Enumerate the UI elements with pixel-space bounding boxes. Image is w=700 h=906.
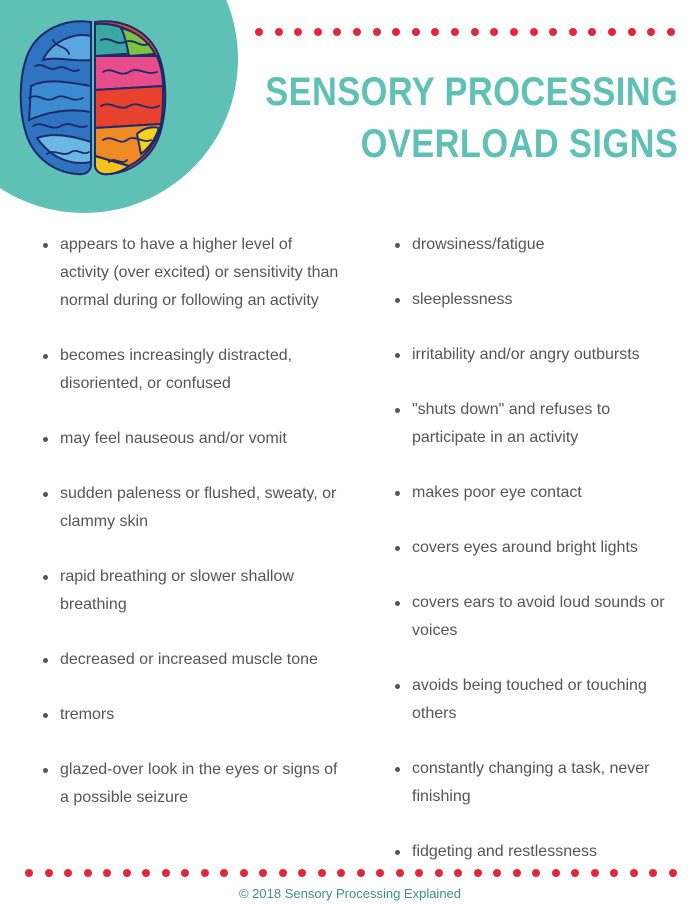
divider-dot	[142, 869, 150, 877]
list-item: tremors	[40, 701, 340, 729]
list-item: glazed-over look in the eyes or signs of a possible seizure	[40, 756, 340, 812]
divider-dot	[162, 869, 170, 877]
divider-dot	[294, 28, 302, 36]
list-item: constantly changing a task, never finishing	[392, 755, 682, 811]
list-item: avoids being touched or touching others	[392, 672, 682, 728]
list-item: sleeplessness	[392, 286, 682, 314]
divider-dot	[628, 28, 636, 36]
list-item: may feel nauseous and/or vomit	[40, 425, 340, 453]
divider-dot	[630, 869, 638, 877]
divider-dot	[474, 869, 482, 877]
list-item: drowsiness/fatigue	[392, 231, 682, 259]
divider-dot	[25, 869, 33, 877]
title-line-1: SENSORY PROCESSING	[264, 70, 678, 114]
colorful-brain-icon	[17, 16, 169, 178]
divider-dot	[201, 869, 209, 877]
divider-dot	[415, 869, 423, 877]
dotted-divider-top	[255, 26, 675, 38]
divider-dot	[412, 28, 420, 36]
divider-dot	[513, 869, 521, 877]
divider-dot	[337, 869, 345, 877]
list-item: sudden paleness or flushed, sweaty, or clammy skin	[40, 480, 340, 536]
divider-dot	[64, 869, 72, 877]
divider-dot	[392, 28, 400, 36]
divider-dot	[552, 869, 560, 877]
divider-dot	[532, 869, 540, 877]
divider-dot	[669, 869, 677, 877]
divider-dot	[275, 28, 283, 36]
divider-dot	[530, 28, 538, 36]
divider-dot	[181, 869, 189, 877]
list-item: covers eyes around bright lights	[392, 534, 682, 562]
divider-dot	[435, 869, 443, 877]
list-item: makes poor eye contact	[392, 479, 682, 507]
divider-dot	[588, 28, 596, 36]
divider-dot	[454, 869, 462, 877]
divider-dot	[571, 869, 579, 877]
divider-dot	[471, 28, 479, 36]
divider-dot	[376, 869, 384, 877]
divider-dot	[591, 869, 599, 877]
divider-dot	[357, 869, 365, 877]
divider-dot	[298, 869, 306, 877]
list-item: fidgeting and restlessness	[392, 838, 682, 866]
list-item: decreased or increased muscle tone	[40, 646, 340, 674]
divider-dot	[123, 869, 131, 877]
divider-dot	[45, 869, 53, 877]
list-item: "shuts down" and refuses to participate in an activity	[392, 396, 682, 452]
divider-dot	[259, 869, 267, 877]
divider-dot	[608, 28, 616, 36]
divider-dot	[431, 28, 439, 36]
list-item: covers ears to avoid loud sounds or voices	[392, 589, 682, 645]
divider-dot	[333, 28, 341, 36]
divider-dot	[255, 28, 263, 36]
divider-dot	[493, 869, 501, 877]
copyright-footer: © 2018 Sensory Processing Explained	[238, 886, 462, 901]
divider-dot	[451, 28, 459, 36]
divider-dot	[318, 869, 326, 877]
divider-dot	[490, 28, 498, 36]
divider-dot	[279, 869, 287, 877]
list-item: becomes increasingly distracted, disoriented, or confused	[40, 342, 340, 398]
divider-dot	[569, 28, 577, 36]
title-line-2: OVERLOAD SIGNS	[360, 122, 678, 166]
divider-dot	[647, 28, 655, 36]
page-title	[265, 66, 678, 170]
list-item: irritability and/or angry outbursts	[392, 341, 682, 369]
signs-list-left	[40, 231, 340, 839]
divider-dot	[84, 869, 92, 877]
divider-dot	[240, 869, 248, 877]
dotted-divider-bottom	[25, 867, 677, 879]
list-item: rapid breathing or slower shallow breathing	[40, 563, 340, 619]
signs-list-right	[392, 231, 682, 893]
divider-dot	[353, 28, 361, 36]
divider-dot	[667, 28, 675, 36]
divider-dot	[549, 28, 557, 36]
divider-dot	[220, 869, 228, 877]
divider-dot	[103, 869, 111, 877]
divider-dot	[649, 869, 657, 877]
divider-dot	[610, 869, 618, 877]
divider-dot	[510, 28, 518, 36]
divider-dot	[314, 28, 322, 36]
divider-dot	[373, 28, 381, 36]
divider-dot	[396, 869, 404, 877]
list-item: appears to have a higher level of activity (over excited) or sensitivity than normal during or following an activity	[40, 231, 340, 315]
